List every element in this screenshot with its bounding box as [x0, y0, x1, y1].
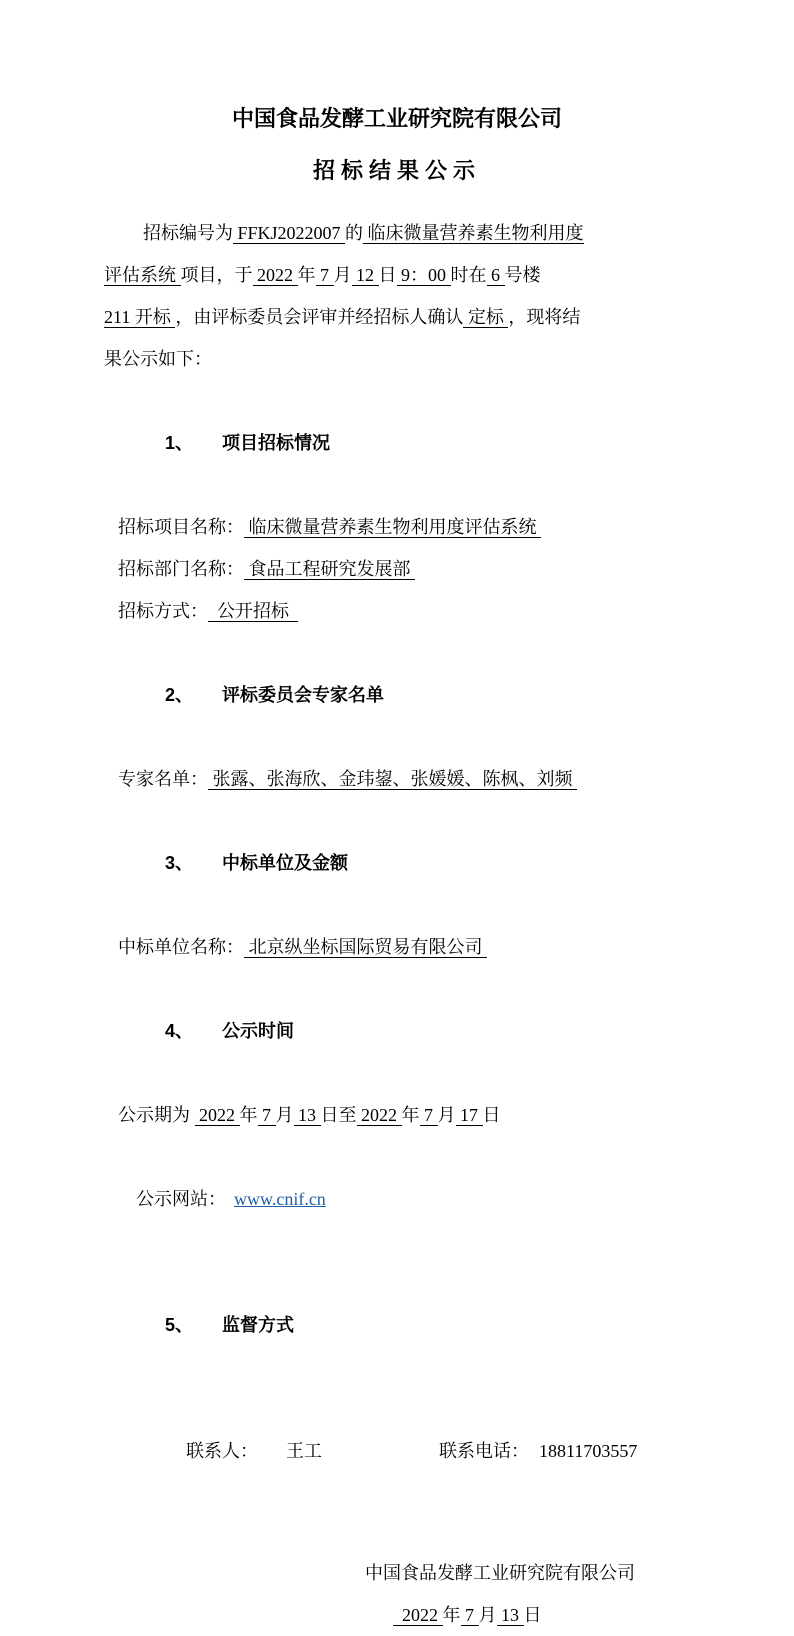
text-segment: 年 — [297, 265, 316, 285]
section-5-number: 5、 — [165, 1315, 194, 1335]
filled-blank-underlined: 评估系统 — [104, 265, 181, 285]
filled-blank-underlined: 17 — [455, 1105, 483, 1125]
filled-blank-underlined: 北京纵坐标国际贸易有限公司 — [244, 937, 487, 957]
filled-blank-underlined: 临床微量营养素生物利用度 — [363, 223, 584, 243]
section-2-number: 2、 — [165, 685, 194, 705]
contact-phone-number: 18811703557 — [539, 1441, 638, 1461]
filled-blank-underlined: 公开招标 — [208, 601, 298, 621]
text-segment: 招标方式： — [118, 601, 208, 621]
text-segment: 招标项目名称： — [118, 517, 244, 537]
section-4-number: 4、 — [165, 1021, 194, 1041]
filled-blank-underlined: 7 — [315, 265, 334, 285]
signature-date — [104, 1594, 690, 1636]
text-segment: ，由评标委员会评审并经招标人确认 — [175, 307, 464, 327]
text-segment: 专家名单： — [118, 769, 208, 789]
section-1-heading — [104, 380, 690, 506]
text-segment: 月 — [333, 265, 352, 285]
filled-blank-underlined: 9：00 — [396, 265, 451, 285]
filled-blank-underlined: 食品工程研究发展部 — [244, 559, 415, 579]
text-segment: 月 — [275, 1105, 294, 1125]
signature-company-name: 中国食品发酵工业研究院有限公司 — [365, 1563, 635, 1583]
filled-blank-underlined: 211 开标 — [104, 307, 176, 327]
text-segment: 年 — [401, 1105, 420, 1125]
section-2-title: 评标委员会专家名单 — [222, 685, 385, 705]
filled-blank-underlined: 2022 — [356, 1105, 402, 1125]
contact-person-label: 联系人： — [186, 1441, 258, 1461]
section-4-heading — [104, 968, 690, 1094]
field-publicity-period — [104, 1094, 690, 1136]
text-segment: 日至 — [320, 1105, 357, 1125]
intro-paragraph — [104, 212, 690, 380]
text-segment: 招标编号为 — [143, 223, 233, 243]
contact-phone-label: 联系电话： — [439, 1441, 529, 1461]
text-segment: 日 — [523, 1605, 542, 1625]
text-segment: 公示期为 — [118, 1105, 195, 1125]
filled-blank-underlined: 定标 — [463, 307, 509, 327]
signature-block — [104, 1552, 690, 1636]
section-3-number: 3、 — [165, 853, 194, 873]
field-project-name — [104, 506, 690, 548]
text-segment: 的 — [345, 223, 364, 243]
filled-blank-underlined: 12 — [351, 265, 379, 285]
filled-blank-underlined: 13 — [496, 1605, 524, 1625]
document-title-company: 中国食品发酵工业研究院有限公司 — [231, 106, 562, 131]
filled-blank-underlined: 2022 — [393, 1605, 443, 1625]
filled-blank-underlined: 张露、张海欣、金玮鋆、张媛媛、陈枫、刘频 — [208, 769, 577, 789]
field-contact — [104, 1388, 690, 1514]
text-segment: ，现将结 — [508, 307, 581, 327]
section-2-heading — [104, 632, 690, 758]
section-1-number: 1、 — [165, 433, 194, 453]
field-department-name — [104, 548, 690, 590]
section-3-heading — [104, 800, 690, 926]
text-segment: 时在 — [450, 265, 487, 285]
filled-blank-underlined: 13 — [293, 1105, 321, 1125]
filled-blank-underlined: 7 — [419, 1105, 438, 1125]
section-3-title: 中标单位及金额 — [222, 853, 349, 873]
field-winner-name — [104, 926, 690, 968]
filled-blank-underlined: 6 — [486, 265, 505, 285]
field-bid-method — [104, 590, 690, 632]
filled-blank-underlined: 7 — [257, 1105, 276, 1125]
filled-blank-underlined: 临床微量营养素生物利用度评估系统 — [244, 517, 541, 537]
intro-line-2 — [104, 254, 690, 296]
field-expert-list — [104, 758, 690, 800]
intro-line-3 — [104, 296, 690, 338]
text-segment: 项目，于 — [180, 265, 253, 285]
section-4-title: 公示时间 — [222, 1021, 295, 1041]
field-publicity-website — [104, 1136, 690, 1262]
filled-blank-underlined: 7 — [460, 1605, 479, 1625]
text-segment: 招标部门名称： — [118, 559, 244, 579]
section-5-heading — [104, 1262, 690, 1388]
text-segment: 果公示如下： — [104, 349, 212, 369]
text-segment: 日 — [482, 1105, 501, 1125]
section-1-title: 项目招标情况 — [222, 433, 331, 453]
text-segment: 日 — [378, 265, 397, 285]
filled-blank-underlined: 2022 — [252, 265, 298, 285]
publicity-website-label: 公示网站： — [136, 1189, 226, 1209]
text-segment: 年 — [442, 1605, 461, 1625]
text-segment: 年 — [239, 1105, 258, 1125]
section-5-title: 监督方式 — [222, 1315, 295, 1335]
text-segment: 中标单位名称： — [118, 937, 244, 957]
contact-person-name: 王工 — [286, 1441, 322, 1461]
text-segment: 月 — [478, 1605, 497, 1625]
text-segment: 月 — [437, 1105, 456, 1125]
publicity-website-link[interactable]: www.cnif.cn — [234, 1189, 326, 1209]
document-title-announcement: 招标结果公示 — [312, 158, 481, 183]
intro-line-4 — [104, 338, 690, 380]
filled-blank-underlined: FFKJ2022007 — [233, 223, 346, 243]
intro-line-1 — [104, 212, 690, 254]
filled-blank-underlined: 2022 — [194, 1105, 240, 1125]
text-segment: 号楼 — [504, 265, 541, 285]
